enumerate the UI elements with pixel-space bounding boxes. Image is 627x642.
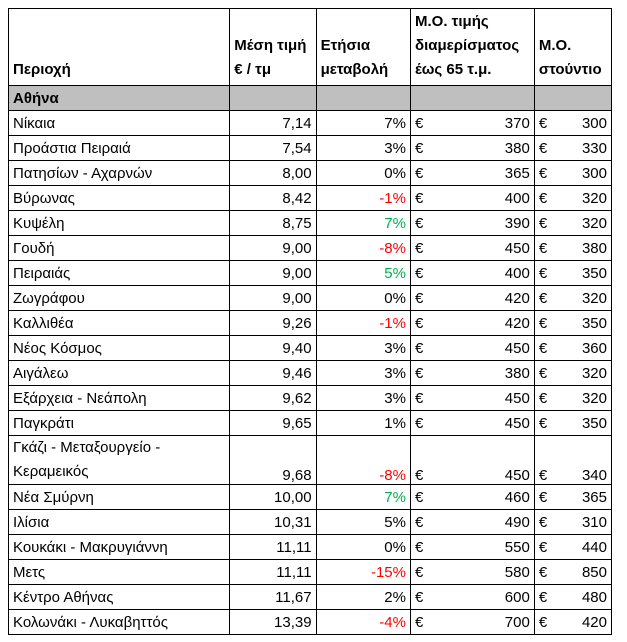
studio-value: 380 xyxy=(581,239,607,257)
apartment-cell xyxy=(410,261,534,286)
area-cell: Μετς xyxy=(9,560,230,585)
price-cell: 11,67 xyxy=(230,585,316,610)
table-row xyxy=(9,535,612,560)
table-row xyxy=(9,111,612,136)
price-cell: 10,31 xyxy=(230,510,316,535)
area-cell: Πειραιάς xyxy=(9,261,230,286)
currency-symbol: € xyxy=(414,563,424,581)
currency-symbol: € xyxy=(414,264,424,282)
studio-cell xyxy=(534,560,611,585)
price-cell: 9,00 xyxy=(230,286,316,311)
change-cell: 7% xyxy=(316,485,410,510)
area-cell: Βύρωνας xyxy=(9,186,230,211)
studio-cell xyxy=(534,485,611,510)
studio-value: 350 xyxy=(581,314,607,332)
apartment-cell xyxy=(410,436,534,485)
change-cell: 5% xyxy=(316,261,410,286)
apartment-value: 450 xyxy=(504,467,530,484)
table-row xyxy=(9,136,612,161)
change-cell: 3% xyxy=(316,386,410,411)
table-row xyxy=(9,211,612,236)
table-row xyxy=(9,311,612,336)
studio-value: 320 xyxy=(581,189,607,207)
studio-cell xyxy=(534,411,611,436)
area-cell: Αιγάλεω xyxy=(9,361,230,386)
area-cell: Εξάρχεια - Νεάπολη xyxy=(9,386,230,411)
table-row xyxy=(9,510,612,535)
price-cell: 8,42 xyxy=(230,186,316,211)
currency-symbol: € xyxy=(414,389,424,407)
currency-symbol: € xyxy=(414,588,424,606)
area-cell: Νέος Κόσμος xyxy=(9,336,230,361)
apartment-cell xyxy=(410,585,534,610)
studio-value: 320 xyxy=(581,364,607,382)
apartment-value: 490 xyxy=(504,513,530,531)
change-cell: 3% xyxy=(316,136,410,161)
apartment-cell xyxy=(410,311,534,336)
table-row xyxy=(9,386,612,411)
currency-symbol: € xyxy=(414,189,424,207)
studio-cell xyxy=(534,286,611,311)
price-cell: 8,00 xyxy=(230,161,316,186)
apartment-cell xyxy=(410,510,534,535)
area-cell: Ιλίσια xyxy=(9,510,230,535)
area-cell: Γκάζι - Μεταξουργείο - Κεραμεικός xyxy=(9,436,230,485)
currency-symbol: € xyxy=(538,289,548,307)
apartment-cell xyxy=(410,161,534,186)
area-cell: Κολωνάκι - Λυκαβηττός xyxy=(9,610,230,635)
header-area: Περιοχή xyxy=(9,9,230,86)
price-cell: 13,39 xyxy=(230,610,316,635)
table-row xyxy=(9,560,612,585)
currency-symbol: € xyxy=(414,467,424,484)
studio-cell xyxy=(534,336,611,361)
apartment-value: 365 xyxy=(504,164,530,182)
apartment-cell xyxy=(410,236,534,261)
apartment-value: 580 xyxy=(504,563,530,581)
change-cell: -1% xyxy=(316,311,410,336)
currency-symbol: € xyxy=(414,239,424,257)
rent-prices-table xyxy=(8,8,612,635)
currency-symbol: € xyxy=(538,164,548,182)
currency-symbol: € xyxy=(414,314,424,332)
currency-symbol: € xyxy=(538,114,548,132)
studio-cell xyxy=(534,535,611,560)
change-cell: -1% xyxy=(316,186,410,211)
apartment-value: 400 xyxy=(504,189,530,207)
studio-value: 350 xyxy=(581,264,607,282)
currency-symbol: € xyxy=(538,467,548,484)
apartment-cell xyxy=(410,186,534,211)
table-row xyxy=(9,336,612,361)
apartment-cell xyxy=(410,386,534,411)
apartment-cell xyxy=(410,361,534,386)
apartment-cell xyxy=(410,535,534,560)
change-cell: 5% xyxy=(316,510,410,535)
price-cell: 9,68 xyxy=(230,436,316,485)
studio-value: 850 xyxy=(581,563,607,581)
apartment-cell xyxy=(410,411,534,436)
area-cell: Γουδή xyxy=(9,236,230,261)
currency-symbol: € xyxy=(538,364,548,382)
area-cell: Νίκαια xyxy=(9,111,230,136)
studio-cell xyxy=(534,261,611,286)
price-cell: 9,00 xyxy=(230,236,316,261)
studio-cell xyxy=(534,361,611,386)
studio-cell xyxy=(534,311,611,336)
change-cell: 0% xyxy=(316,286,410,311)
table-row xyxy=(9,585,612,610)
table-row xyxy=(9,485,612,510)
studio-cell xyxy=(534,211,611,236)
studio-value: 350 xyxy=(581,414,607,432)
studio-value: 420 xyxy=(581,613,607,631)
header-row xyxy=(9,9,612,86)
currency-symbol: € xyxy=(414,339,424,357)
currency-symbol: € xyxy=(538,239,548,257)
price-cell: 9,46 xyxy=(230,361,316,386)
area-cell: Προάστια Πειραιά xyxy=(9,136,230,161)
price-cell: 9,00 xyxy=(230,261,316,286)
change-cell: -8% xyxy=(316,436,410,485)
apartment-value: 370 xyxy=(504,114,530,132)
price-cell: 11,11 xyxy=(230,560,316,585)
currency-symbol: € xyxy=(414,414,424,432)
price-cell: 9,65 xyxy=(230,411,316,436)
apartment-cell xyxy=(410,485,534,510)
currency-symbol: € xyxy=(538,214,548,232)
currency-symbol: € xyxy=(538,339,548,357)
area-cell: Πατησίων - Αχαρνών xyxy=(9,161,230,186)
currency-symbol: € xyxy=(538,538,548,556)
studio-value: 440 xyxy=(581,538,607,556)
currency-symbol: € xyxy=(538,389,548,407)
change-cell: 1% xyxy=(316,411,410,436)
studio-value: 320 xyxy=(581,289,607,307)
currency-symbol: € xyxy=(414,538,424,556)
change-cell: -4% xyxy=(316,610,410,635)
price-cell: 8,75 xyxy=(230,211,316,236)
area-cell: Κέντρο Αθήνας xyxy=(9,585,230,610)
currency-symbol: € xyxy=(414,613,424,631)
table-row xyxy=(9,361,612,386)
apartment-value: 450 xyxy=(504,414,530,432)
studio-cell xyxy=(534,236,611,261)
apartment-value: 420 xyxy=(504,314,530,332)
studio-value: 320 xyxy=(581,214,607,232)
currency-symbol: € xyxy=(414,289,424,307)
change-cell: 0% xyxy=(316,161,410,186)
currency-symbol: € xyxy=(538,314,548,332)
apartment-cell xyxy=(410,610,534,635)
table-row xyxy=(9,161,612,186)
header-apartment-average: Μ.Ο. τιμής διαμερίσματος έως 65 τ.μ. xyxy=(410,9,534,86)
price-cell: 11,11 xyxy=(230,535,316,560)
studio-value: 310 xyxy=(581,513,607,531)
header-price-per-sqm: Μέση τιμή € / τμ xyxy=(230,9,316,86)
change-cell: -8% xyxy=(316,236,410,261)
price-cell: 10,00 xyxy=(230,485,316,510)
studio-value: 360 xyxy=(581,339,607,357)
change-cell: 3% xyxy=(316,361,410,386)
table-row xyxy=(9,186,612,211)
currency-symbol: € xyxy=(538,613,548,631)
studio-value: 365 xyxy=(581,488,607,506)
currency-symbol: € xyxy=(538,264,548,282)
currency-symbol: € xyxy=(538,488,548,506)
studio-cell xyxy=(534,111,611,136)
currency-symbol: € xyxy=(414,364,424,382)
studio-value: 340 xyxy=(581,467,607,484)
table-row xyxy=(9,286,612,311)
studio-value: 320 xyxy=(581,389,607,407)
price-cell: 9,40 xyxy=(230,336,316,361)
price-cell: 7,54 xyxy=(230,136,316,161)
change-cell: 2% xyxy=(316,585,410,610)
currency-symbol: € xyxy=(414,164,424,182)
studio-cell xyxy=(534,186,611,211)
currency-symbol: € xyxy=(538,588,548,606)
apartment-cell xyxy=(410,136,534,161)
apartment-value: 380 xyxy=(504,139,530,157)
studio-value: 480 xyxy=(581,588,607,606)
header-studio-average: Μ.Ο. στούντιο xyxy=(534,9,611,86)
price-cell: 9,62 xyxy=(230,386,316,411)
apartment-cell xyxy=(410,111,534,136)
price-cell: 9,26 xyxy=(230,311,316,336)
currency-symbol: € xyxy=(538,189,548,207)
change-cell: 7% xyxy=(316,211,410,236)
apartment-cell xyxy=(410,560,534,585)
studio-value: 330 xyxy=(581,139,607,157)
apartment-value: 400 xyxy=(504,264,530,282)
currency-symbol: € xyxy=(538,563,548,581)
area-cell: Νέα Σμύρνη xyxy=(9,485,230,510)
table-row xyxy=(9,236,612,261)
change-cell: 7% xyxy=(316,111,410,136)
table-row xyxy=(9,411,612,436)
currency-symbol: € xyxy=(414,488,424,506)
currency-symbol: € xyxy=(538,139,548,157)
apartment-value: 380 xyxy=(504,364,530,382)
apartment-value: 450 xyxy=(504,389,530,407)
apartment-value: 550 xyxy=(504,538,530,556)
area-cell: Ζωγράφου xyxy=(9,286,230,311)
apartment-value: 450 xyxy=(504,239,530,257)
currency-symbol: € xyxy=(538,513,548,531)
currency-symbol: € xyxy=(414,214,424,232)
currency-symbol: € xyxy=(414,114,424,132)
area-cell: Κυψέλη xyxy=(9,211,230,236)
header-annual-change: Ετήσια μεταβολή xyxy=(316,9,410,86)
studio-cell xyxy=(534,136,611,161)
apartment-value: 420 xyxy=(504,289,530,307)
table-row xyxy=(9,610,612,635)
section-label: Αθήνα xyxy=(9,86,230,111)
apartment-cell xyxy=(410,211,534,236)
change-cell: -15% xyxy=(316,560,410,585)
table-row xyxy=(9,436,612,485)
studio-cell xyxy=(534,510,611,535)
area-cell: Καλλιθέα xyxy=(9,311,230,336)
studio-cell xyxy=(534,585,611,610)
studio-cell xyxy=(534,436,611,485)
studio-cell xyxy=(534,386,611,411)
area-cell: Παγκράτι xyxy=(9,411,230,436)
studio-cell xyxy=(534,161,611,186)
studio-cell xyxy=(534,610,611,635)
apartment-cell xyxy=(410,286,534,311)
change-cell: 3% xyxy=(316,336,410,361)
table-row xyxy=(9,261,612,286)
currency-symbol: € xyxy=(414,513,424,531)
currency-symbol: € xyxy=(538,414,548,432)
apartment-value: 390 xyxy=(504,214,530,232)
currency-symbol: € xyxy=(414,139,424,157)
section-row xyxy=(9,86,612,111)
apartment-cell xyxy=(410,336,534,361)
apartment-value: 460 xyxy=(504,488,530,506)
apartment-value: 450 xyxy=(504,339,530,357)
apartment-value: 700 xyxy=(504,613,530,631)
area-cell: Κουκάκι - Μακρυγιάννη xyxy=(9,535,230,560)
studio-value: 300 xyxy=(581,114,607,132)
apartment-value: 600 xyxy=(504,588,530,606)
change-cell: 0% xyxy=(316,535,410,560)
price-cell: 7,14 xyxy=(230,111,316,136)
studio-value: 300 xyxy=(581,164,607,182)
